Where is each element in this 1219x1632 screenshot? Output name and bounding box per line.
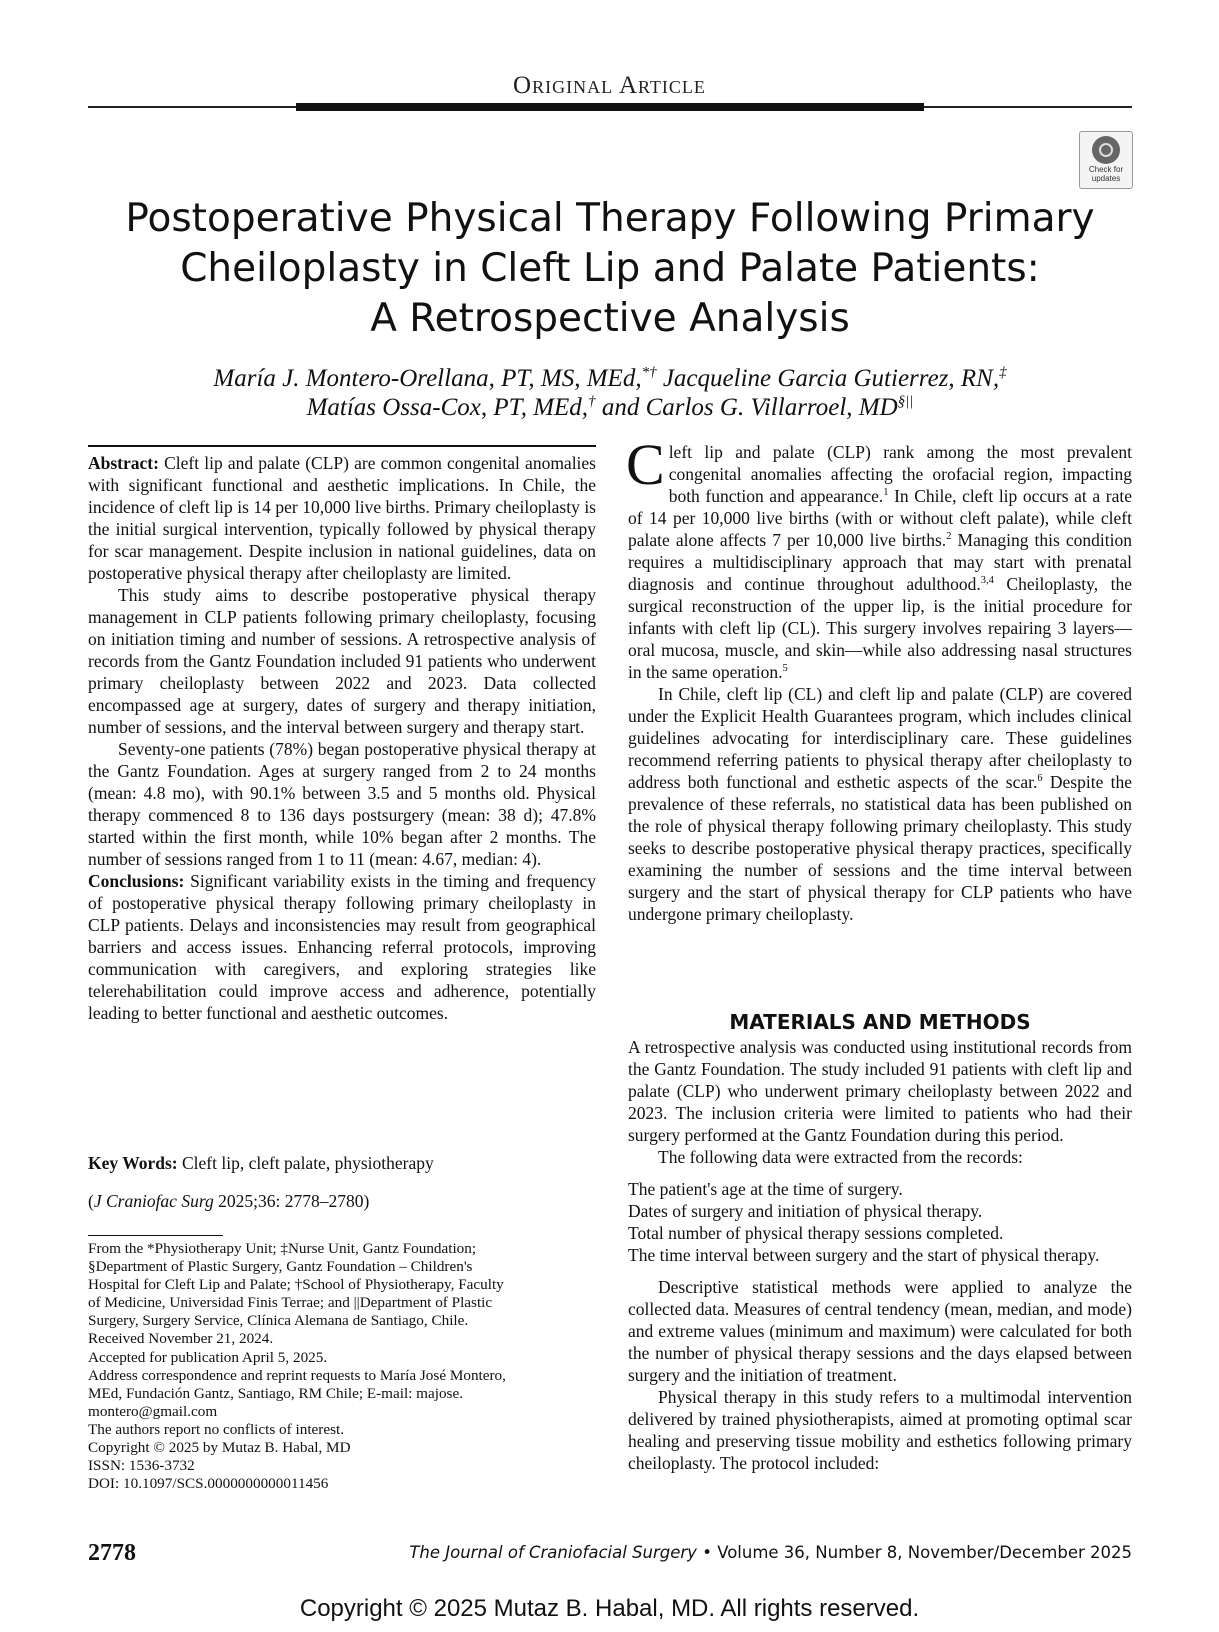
- author-2: Jacqueline Garcia Gutierrez, RN,: [656, 365, 1000, 392]
- ref-sup[interactable]: 1: [883, 487, 889, 499]
- badge-line1: Check for: [1088, 165, 1124, 174]
- abstract-p1: Cleft lip and palate (CLP) are common congenital anomalies with significant functional and aesthetic implications. In Chile, the incidence of cleft lip is 14 per 10,000 live births. Primary cheiloplasty is the initial surgical intervention, typically followed by physical therapy for scar management. Despite inclusion in national guidelines, data on postoperative physical therapy after cheiloplasty are limited.: [88, 453, 596, 583]
- intro-text: Managing this condition requires a multidisciplinary approach that may start with prenatal diagnosis and continue throughout adulthood.: [628, 530, 1132, 594]
- correspondence: [88, 1367, 596, 1421]
- footer-bullet: •: [696, 1543, 718, 1562]
- methods-p4: Physical therapy in this study refers to a multimodal intervention delivered by trained physiotherapists, aimed at promoting optimal scar healing and preserving tissue mobility and esthetics following primary cheiloplasty. The protocol included:: [628, 1387, 1132, 1473]
- title-line: Cheiloplasty in Cleft Lip and Palate Patients:: [180, 246, 1040, 291]
- doi-link[interactable]: DOI: 10.1097/SCS.0000000000011456: [88, 1475, 329, 1493]
- running-footer: [409, 1543, 1132, 1562]
- abstract-p3: Seventy-one patients (78%) began postoperative physical therapy at the Gantz Foundation. Ages at surgery ranged from 2 to 24 months (mean: 4.8 mo), with 90.1% between 3.5 and 5 months old. Physical therapy commenced 8 to 136 days postsurgery (mean: 38 d); 47.8% started within the first month, while 10% began after 2 months. The number of sessions ranged from 1 to 11 (mean: 4.67, median: 4).: [88, 739, 596, 869]
- intro-text: left lip and palate (CLP) rank among the most prevalent congenital anomalies affecting the orofacial region, impacting both function and appearance.: [668, 442, 1132, 506]
- author-4-affil: §||: [897, 393, 914, 410]
- check-updates-icon: [1092, 136, 1120, 164]
- list-item: Total number of physical therapy sessions completed.: [628, 1223, 1004, 1243]
- author-2-affil: ‡: [999, 364, 1007, 381]
- author-3-affil: †: [588, 393, 596, 410]
- author-list: [80, 364, 1140, 422]
- ref-sup[interactable]: 5: [782, 663, 788, 675]
- author-3: Matías Ossa-Cox, PT, MEd,: [306, 394, 589, 421]
- address-line: Address correspondence and reprint requests to María José Montero,: [88, 1366, 506, 1384]
- methods-p2: The following data were extracted from the records:: [658, 1147, 1023, 1167]
- methods-p3: Descriptive statistical methods were applied to analyze the collected data. Measures of central tendency (mean, median, and mode) and extreme values (minimum and maximum) were calculated for both the number of physical therapy sessions and the days elapsed between surgery and the initiation of treatment.: [628, 1277, 1132, 1385]
- title-line: Postoperative Physical Therapy Following Primary: [125, 196, 1095, 241]
- keywords-text: Cleft lip, cleft palate, physiotherapy: [177, 1153, 434, 1173]
- methods: [628, 1036, 1132, 1474]
- list-item: The patient's age at the time of surgery.: [628, 1179, 903, 1199]
- footnote-rule: [88, 1235, 223, 1236]
- author-1-affil: *†: [641, 364, 657, 381]
- address-line[interactable]: MEd, Fundación Gantz, Santiago, RM Chile; E-mail: majose.: [88, 1384, 463, 1402]
- affil-line: Surgery, Surgery Service, Clínica Alemana de Santiago, Chile.: [88, 1312, 469, 1330]
- intro-text: Cheiloplasty, the surgical reconstruction of the upper lip, is the initial procedure for infants with cleft lip (CL). This surgery involves repairing 3 layers—oral mucosa, muscle, and skin—while also addressing nasal structures in the same operation.: [628, 574, 1132, 682]
- check-for-updates-badge[interactable]: [1079, 131, 1133, 189]
- conflicts-statement: The authors report no conflicts of interest.: [88, 1420, 344, 1438]
- drop-cap: C: [626, 432, 665, 497]
- footer-journal-name: The Journal of Craniofacial Surgery: [409, 1543, 697, 1562]
- address-line[interactable]: montero@gmail.com: [88, 1402, 218, 1420]
- data-list: [628, 1178, 1132, 1266]
- ref-sup[interactable]: 3,4: [980, 575, 994, 587]
- abstract-rule: [88, 445, 596, 447]
- section-label: Original Article: [513, 72, 706, 99]
- citation-open: (: [88, 1191, 94, 1211]
- conclusions-label: Conclusions:: [88, 871, 185, 891]
- footnotes: [88, 1240, 596, 1493]
- intro-text: In Chile, cleft lip (CL) and cleft lip and palate (CLP) are covered under the Explicit Health Guarantees program, which includes clinical guidelines advocating for interdisciplinary care. These guidelines recommend referring patients to physical therapy after cheiloplasty to address both functional and esthetic aspects of the scar.: [628, 684, 1132, 792]
- issn: ISSN: 1536-3732: [88, 1457, 195, 1475]
- affil-line: From the *Physiotherapy Unit; ‡Nurse Unit, Gantz Foundation;: [88, 1240, 477, 1257]
- abstract: [88, 452, 596, 1024]
- intro-text: Despite the prevalence of these referrals, no statistical data has been published on the role of physical therapy following primary cheiloplasty. This study seeks to describe postoperative physical therapy practices, specifically examining the number of sessions and the time interval between surgery and the start of physical therapy for CLP patients who have undergone primary cheiloplasty.: [628, 772, 1132, 924]
- author-4: and Carlos G. Villarroel, MD: [595, 394, 898, 421]
- citation-journal: J Craniofac Surg: [93, 1191, 214, 1211]
- affil-line: of Medicine, Universidad Finis Terrae; and ||Department of Plastic: [88, 1294, 493, 1312]
- affiliations: [88, 1240, 596, 1330]
- title-line: A Retrospective Analysis: [370, 296, 850, 341]
- abstract-p2: This study aims to describe postoperative physical therapy management in CLP patients following primary cheiloplasty, focusing on initiation timing and number of sessions. A retrospective analysis of records from the Gantz Foundation included 91 patients who underwent primary cheiloplasty between 2022 and 2023. Data collected encompassed age at surgery, dates of surgery and therapy initiation, number of sessions, and the interval between surgery and therapy start.: [88, 585, 596, 737]
- abstract-label: Abstract:: [88, 453, 159, 473]
- copyright-note: Copyright © 2025 by Mutaz B. Habal, MD: [88, 1439, 351, 1457]
- copyright-bar: Copyright © 2025 Mutaz B. Habal, MD. All rights reserved.: [299, 1595, 920, 1622]
- citation-rest: 2025;36: 2778–2780): [213, 1191, 370, 1211]
- page-number: 2778: [88, 1540, 136, 1566]
- header-rule-thick: [296, 103, 924, 111]
- conclusions-text: Significant variability exists in the timing and frequency of postoperative physical therapy following primary cheiloplasty in CLP patients. Delays and inconsistencies may result from geographical barriers and access issues. Enhancing referral protocols, improving communication with caregivers, and exploring strategies like telerehabilitation could improve access and adherence, potentially leading to better functional and aesthetic outcomes.: [88, 871, 596, 1023]
- article-title: [80, 194, 1140, 344]
- methods-p1: A retrospective analysis was conducted using institutional records from the Gantz Foundation. The study included 91 patients with cleft lip and palate (CLP) who underwent primary cheiloplasty between 2022 and 2023. The inclusion criteria were limited to patients who had their surgery performed at the Gantz Foundation during this period.: [628, 1037, 1132, 1145]
- affil-line: Hospital for Cleft Lip and Palate; †School of Physiotherapy, Faculty: [88, 1276, 504, 1294]
- author-1: María J. Montero-Orellana, PT, MS, MEd,: [213, 365, 642, 392]
- keywords-label: Key Words:: [88, 1153, 178, 1173]
- ref-sup[interactable]: 2: [946, 531, 952, 543]
- introduction: [626, 432, 1132, 925]
- list-item: The time interval between surgery and the start of physical therapy.: [628, 1245, 1100, 1265]
- ref-sup[interactable]: 6: [1037, 773, 1043, 785]
- accepted-date: Accepted for publication April 5, 2025.: [88, 1348, 328, 1366]
- affil-line: §Department of Plastic Surgery, Gantz Foundation – Children's: [88, 1258, 473, 1276]
- list-item: Dates of surgery and initiation of physical therapy.: [628, 1201, 983, 1221]
- intro-text: In Chile, cleft lip occurs at a rate of 14 per 10,000 live births (with or without cleft palate), while cleft palate alone affects 7 per 10,000 live births.: [628, 486, 1132, 550]
- footer-volume: Volume 36, Number 8, November/December 2025: [717, 1543, 1132, 1562]
- received-date: Received November 21, 2024.: [88, 1330, 274, 1348]
- keywords: [88, 1152, 596, 1174]
- badge-line2: updates: [1091, 174, 1121, 183]
- citation: [88, 1190, 596, 1212]
- methods-heading: MATERIALS AND METHODS: [729, 1010, 1031, 1034]
